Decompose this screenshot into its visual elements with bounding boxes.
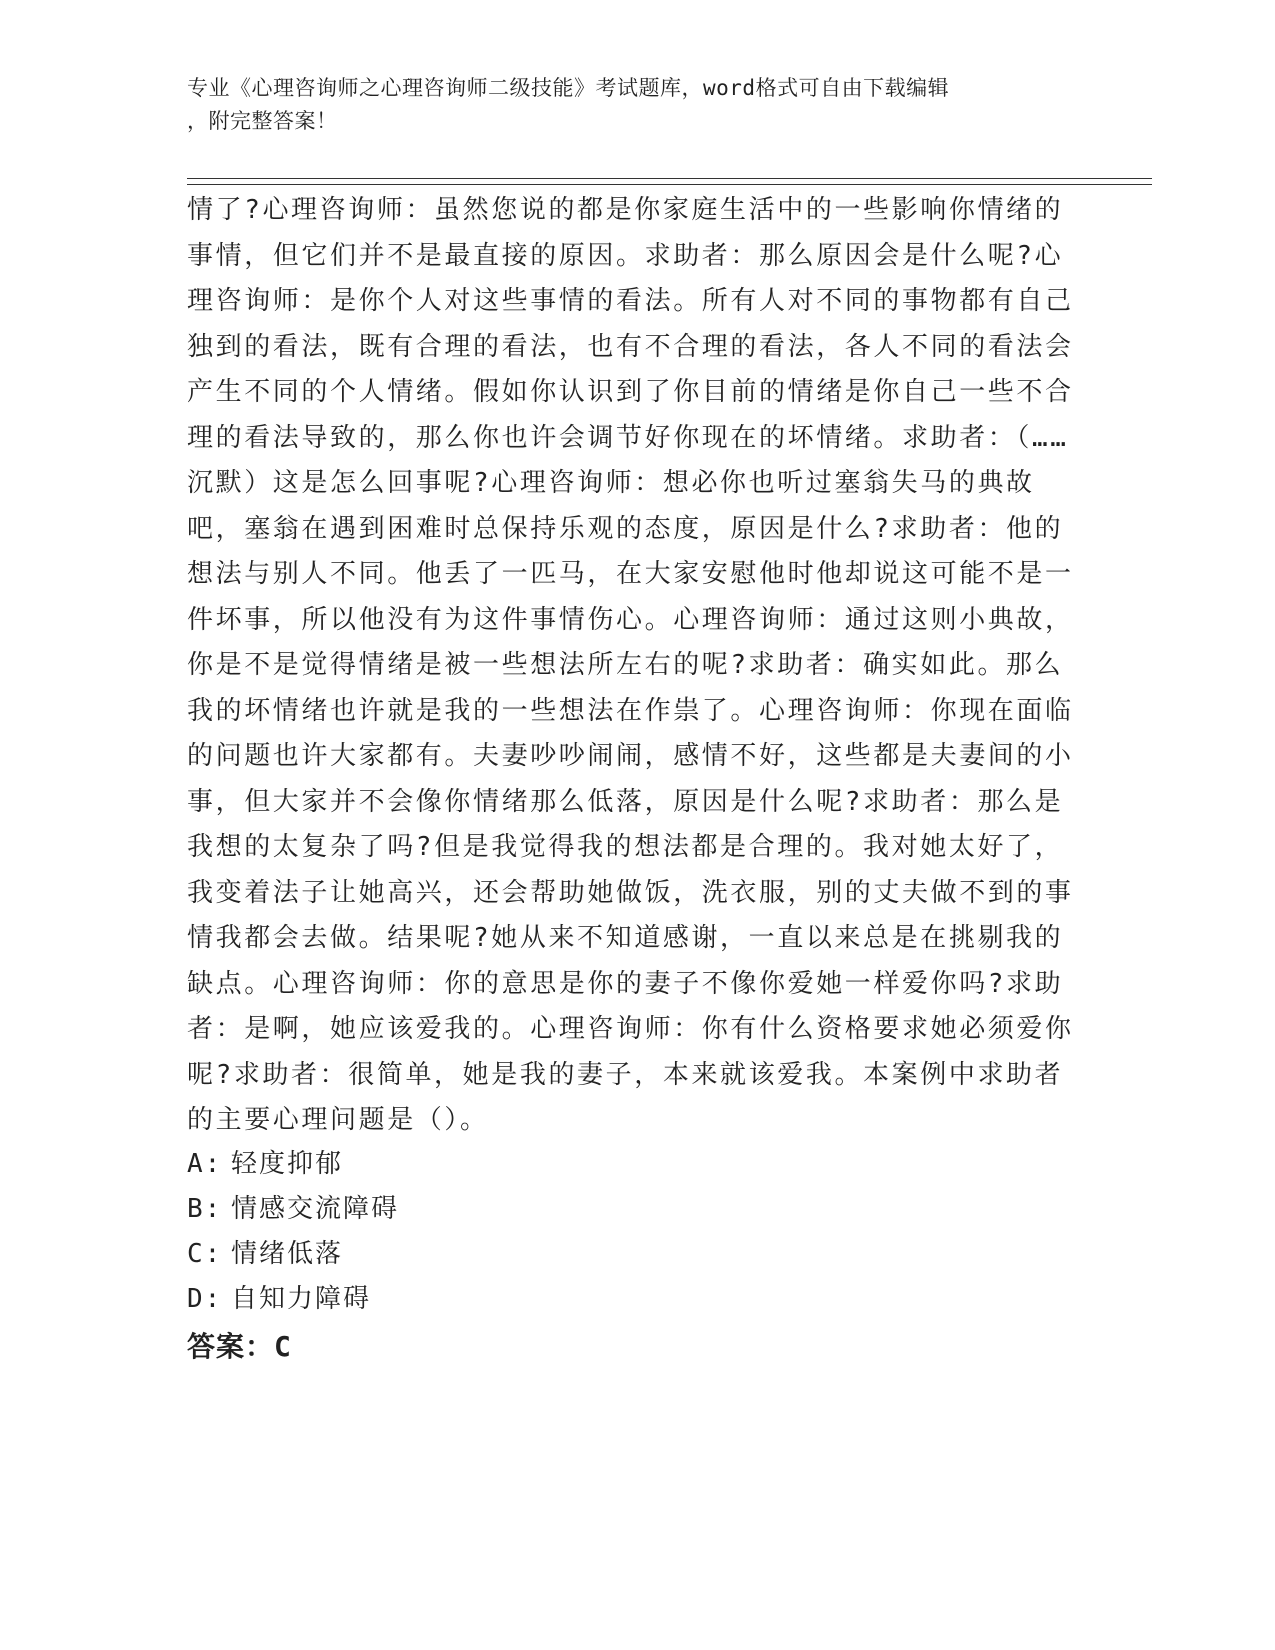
option-c-text: 情绪低落 — [231, 1239, 344, 1269]
option-c — [187, 1232, 1080, 1277]
page-header — [187, 72, 1067, 138]
option-b-text: 情感交流障碍 — [231, 1194, 400, 1224]
option-d — [187, 1277, 1080, 1322]
option-b — [187, 1187, 1080, 1232]
header-divider-top — [187, 178, 1152, 179]
option-a-text: 轻度抑郁 — [231, 1149, 344, 1179]
option-c-letter: C: — [187, 1239, 223, 1269]
answer-key: 答案：C — [187, 1330, 292, 1363]
option-d-letter: D: — [187, 1284, 223, 1314]
answer-options — [187, 1142, 1080, 1322]
header-title-line-1: 专业《心理咨询师之心理咨询师二级技能》考试题库，word格式可自由下载编辑 — [187, 76, 950, 100]
option-a — [187, 1142, 1080, 1187]
header-divider-bottom — [187, 184, 1152, 185]
header-title-line-2: ，附完整答案！ — [187, 109, 338, 133]
option-b-letter: B: — [187, 1194, 223, 1224]
option-a-letter: A: — [187, 1149, 223, 1179]
question-text: 情了?心理咨询师：虽然您说的都是你家庭生活中的一些影响你情绪的事情，但它们并不是最直接的原因。求助者：那么原因会是什么呢?心理咨询师：是你个人对这些事情的看法。所有人对不同的事物都有自己独到的看法，既有合理的看法，也有不合理的看法，各人不同的看法会产生不同的个人情绪。假如你认识到了你目前的情绪是你自己一些不合理的看法导致的，那么你也许会调节好你现在的坏情绪。求助者：（……沉默）这是怎么回事呢?心理咨询师：想必你也听过塞翁失马的典故吧，塞翁在遇到困难时总保持乐观的态度，原因是什么?求助者：他的想法与别人不同。他丢了一匹马，在大家安慰他时他却说这可能不是一件坏事，所以他没有为这件事情伤心。心理咨询师：通过这则小典故，你是不是觉得情绪是被一些想法所左右的呢?求助者：确实如此。那么我的坏情绪也许就是我的一些想法在作祟了。心理咨询师：你现在面临的问题也许大家都有。夫妻吵吵闹闹，感情不好，这些都是夫妻间的小事，但大家并不会像你情绪那么低落，原因是什么呢?求助者：那么是我想的太复杂了吗?但是我觉得我的想法都是合理的。我对她太好了，我变着法子让她高兴，还会帮助她做饭，洗衣服，别的丈夫做不到的事情我都会去做。结果呢?她从来不知道感谢，一直以来总是在挑剔我的缺点。心理咨询师：你的意思是你的妻子不像你爱她一样爱你吗?求助者：是啊，她应该爱我的。心理咨询师：你有什么资格要求她必须爱你呢?求助者：很简单，她是我的妻子，本来就该爱我。本案例中求助者的主要心理问题是（）。 — [187, 195, 1074, 1135]
option-d-text: 自知力障碍 — [231, 1284, 372, 1314]
